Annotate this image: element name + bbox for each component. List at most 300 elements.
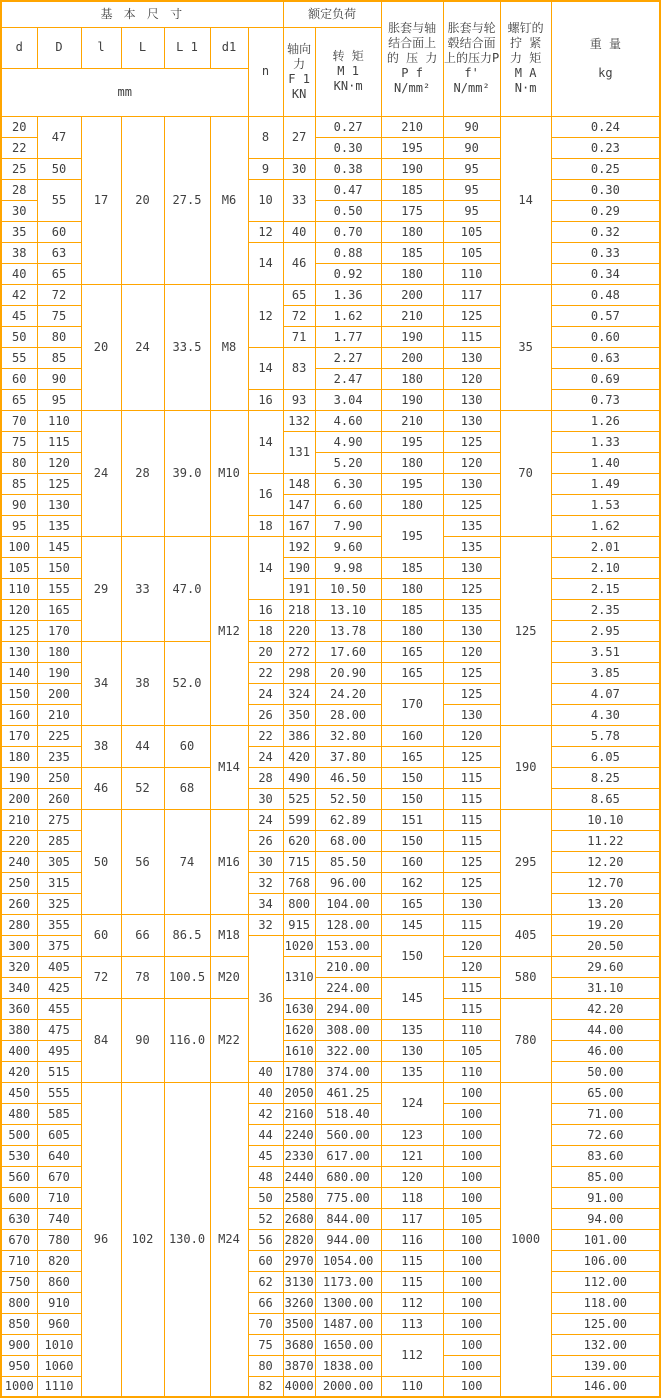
cell-d: 55 bbox=[1, 347, 37, 368]
cell-d1: M22 bbox=[210, 998, 248, 1082]
cell-d: 90 bbox=[1, 494, 37, 515]
cell-Pfp: 100 bbox=[443, 1145, 500, 1166]
cell-d: 750 bbox=[1, 1271, 37, 1292]
cell-L1: 130.0 bbox=[164, 1082, 210, 1397]
cell-F1: 190 bbox=[283, 557, 315, 578]
cell-D: 640 bbox=[37, 1145, 81, 1166]
cell-d: 220 bbox=[1, 830, 37, 851]
cell-MA: 35 bbox=[500, 284, 551, 410]
cell-Pf: 135 bbox=[381, 1061, 443, 1082]
cell-L1: 116.0 bbox=[164, 998, 210, 1082]
cell-d: 28 bbox=[1, 179, 37, 200]
cell-M1: 518.40 bbox=[315, 1103, 381, 1124]
cell-d: 210 bbox=[1, 809, 37, 830]
header-col-n: n bbox=[248, 27, 283, 116]
cell-n: 45 bbox=[248, 1145, 283, 1166]
cell-Pfp: 125 bbox=[443, 305, 500, 326]
cell-W: 83.60 bbox=[551, 1145, 660, 1166]
cell-d: 900 bbox=[1, 1334, 37, 1355]
cell-D: 1110 bbox=[37, 1376, 81, 1397]
cell-Pfp: 105 bbox=[443, 1040, 500, 1061]
cell-Pfp: 110 bbox=[443, 1061, 500, 1082]
cell-W: 0.63 bbox=[551, 347, 660, 368]
cell-W: 3.51 bbox=[551, 641, 660, 662]
table-row bbox=[1, 998, 660, 1019]
cell-M1: 0.88 bbox=[315, 242, 381, 263]
cell-D: 225 bbox=[37, 725, 81, 746]
cell-W: 91.00 bbox=[551, 1187, 660, 1208]
header-hub-pressure: 胀套与轮 毂结合面 上的压力P f' N/mm² bbox=[443, 1, 500, 116]
cell-F1: 131 bbox=[283, 431, 315, 473]
cell-L: 44 bbox=[121, 725, 164, 767]
cell-M1: 7.90 bbox=[315, 515, 381, 536]
cell-M1: 5.20 bbox=[315, 452, 381, 473]
cell-n: 26 bbox=[248, 704, 283, 725]
cell-d: 110 bbox=[1, 578, 37, 599]
cell-W: 71.00 bbox=[551, 1103, 660, 1124]
cell-M1: 944.00 bbox=[315, 1229, 381, 1250]
cell-F1: 3260 bbox=[283, 1292, 315, 1313]
cell-F1: 490 bbox=[283, 767, 315, 788]
cell-n: 12 bbox=[248, 284, 283, 347]
cell-n: 52 bbox=[248, 1208, 283, 1229]
cell-F1: 3680 bbox=[283, 1334, 315, 1355]
table-header bbox=[1, 1, 660, 116]
cell-n: 16 bbox=[248, 473, 283, 515]
cell-d: 125 bbox=[1, 620, 37, 641]
cell-Pf: 185 bbox=[381, 557, 443, 578]
cell-F1: 93 bbox=[283, 389, 315, 410]
cell-d: 40 bbox=[1, 263, 37, 284]
cell-F1: 768 bbox=[283, 872, 315, 893]
cell-l: 96 bbox=[81, 1082, 121, 1397]
cell-D: 170 bbox=[37, 620, 81, 641]
cell-M1: 6.30 bbox=[315, 473, 381, 494]
cell-d: 360 bbox=[1, 998, 37, 1019]
cell-F1: 2160 bbox=[283, 1103, 315, 1124]
cell-MA: 70 bbox=[500, 410, 551, 536]
cell-Pf: 190 bbox=[381, 158, 443, 179]
cell-L1: 39.0 bbox=[164, 410, 210, 536]
table-body bbox=[1, 116, 660, 1397]
cell-Pfp: 120 bbox=[443, 368, 500, 389]
cell-Pfp: 95 bbox=[443, 200, 500, 221]
cell-W: 146.00 bbox=[551, 1376, 660, 1397]
cell-F1: 298 bbox=[283, 662, 315, 683]
cell-MA: 780 bbox=[500, 998, 551, 1082]
cell-D: 75 bbox=[37, 305, 81, 326]
cell-n: 14 bbox=[248, 410, 283, 473]
cell-d: 710 bbox=[1, 1250, 37, 1271]
cell-M1: 1.62 bbox=[315, 305, 381, 326]
cell-M1: 13.78 bbox=[315, 620, 381, 641]
cell-W: 0.29 bbox=[551, 200, 660, 221]
cell-Pfp: 115 bbox=[443, 977, 500, 998]
cell-M1: 13.10 bbox=[315, 599, 381, 620]
cell-M1: 0.92 bbox=[315, 263, 381, 284]
cell-W: 50.00 bbox=[551, 1061, 660, 1082]
cell-d: 30 bbox=[1, 200, 37, 221]
cell-Pfp: 115 bbox=[443, 326, 500, 347]
cell-D: 515 bbox=[37, 1061, 81, 1082]
cell-Pf: 160 bbox=[381, 851, 443, 872]
cell-Pfp: 125 bbox=[443, 494, 500, 515]
cell-Pfp: 100 bbox=[443, 1124, 500, 1145]
cell-F1: 30 bbox=[283, 158, 315, 179]
cell-D: 135 bbox=[37, 515, 81, 536]
cell-Pf: 180 bbox=[381, 494, 443, 515]
cell-L1: 27.5 bbox=[164, 116, 210, 284]
cell-Pf: 130 bbox=[381, 1040, 443, 1061]
header-col-d1: d1 bbox=[210, 27, 248, 68]
cell-M1: 374.00 bbox=[315, 1061, 381, 1082]
cell-n: 70 bbox=[248, 1313, 283, 1334]
cell-d: 130 bbox=[1, 641, 37, 662]
cell-Pfp: 120 bbox=[443, 725, 500, 746]
cell-Pfp: 105 bbox=[443, 1208, 500, 1229]
cell-Pf: 195 bbox=[381, 515, 443, 557]
cell-n: 24 bbox=[248, 809, 283, 830]
cell-W: 46.00 bbox=[551, 1040, 660, 1061]
cell-F1: 40 bbox=[283, 221, 315, 242]
cell-d: 630 bbox=[1, 1208, 37, 1229]
cell-Pfp: 130 bbox=[443, 410, 500, 431]
cell-L: 90 bbox=[121, 998, 164, 1082]
cell-F1: 71 bbox=[283, 326, 315, 347]
cell-Pf: 210 bbox=[381, 410, 443, 431]
cell-Pfp: 115 bbox=[443, 830, 500, 851]
cell-M1: 9.98 bbox=[315, 557, 381, 578]
cell-D: 555 bbox=[37, 1082, 81, 1103]
cell-F1: 65 bbox=[283, 284, 315, 305]
cell-D: 85 bbox=[37, 347, 81, 368]
cell-d: 560 bbox=[1, 1166, 37, 1187]
table-row bbox=[1, 725, 660, 746]
cell-D: 155 bbox=[37, 578, 81, 599]
cell-M1: 37.80 bbox=[315, 746, 381, 767]
cell-D: 150 bbox=[37, 557, 81, 578]
cell-n: 82 bbox=[248, 1376, 283, 1397]
cell-n: 26 bbox=[248, 830, 283, 851]
cell-Pfp: 135 bbox=[443, 536, 500, 557]
cell-Pf: 185 bbox=[381, 242, 443, 263]
cell-Pf: 200 bbox=[381, 347, 443, 368]
cell-M1: 52.50 bbox=[315, 788, 381, 809]
cell-d: 240 bbox=[1, 851, 37, 872]
cell-Pfp: 100 bbox=[443, 1082, 500, 1103]
cell-F1: 915 bbox=[283, 914, 315, 935]
cell-D: 50 bbox=[37, 158, 81, 179]
cell-L1: 60 bbox=[164, 725, 210, 767]
cell-Pf: 180 bbox=[381, 221, 443, 242]
cell-W: 1.26 bbox=[551, 410, 660, 431]
cell-d: 190 bbox=[1, 767, 37, 788]
cell-d: 340 bbox=[1, 977, 37, 998]
cell-M1: 1.36 bbox=[315, 284, 381, 305]
cell-W: 2.15 bbox=[551, 578, 660, 599]
cell-d: 70 bbox=[1, 410, 37, 431]
cell-Pf: 180 bbox=[381, 620, 443, 641]
cell-F1: 272 bbox=[283, 641, 315, 662]
cell-M1: 128.00 bbox=[315, 914, 381, 935]
cell-L: 56 bbox=[121, 809, 164, 914]
cell-M1: 1487.00 bbox=[315, 1313, 381, 1334]
cell-Pf: 165 bbox=[381, 641, 443, 662]
cell-L1: 86.5 bbox=[164, 914, 210, 956]
cell-M1: 560.00 bbox=[315, 1124, 381, 1145]
header-col-d: d bbox=[1, 27, 37, 68]
cell-D: 200 bbox=[37, 683, 81, 704]
cell-M1: 96.00 bbox=[315, 872, 381, 893]
cell-d: 160 bbox=[1, 704, 37, 725]
cell-F1: 167 bbox=[283, 515, 315, 536]
cell-M1: 294.00 bbox=[315, 998, 381, 1019]
cell-Pfp: 120 bbox=[443, 935, 500, 956]
cell-W: 12.20 bbox=[551, 851, 660, 872]
cell-Pfp: 100 bbox=[443, 1250, 500, 1271]
cell-Pf: 116 bbox=[381, 1229, 443, 1250]
cell-W: 0.25 bbox=[551, 158, 660, 179]
cell-W: 0.33 bbox=[551, 242, 660, 263]
cell-F1: 715 bbox=[283, 851, 315, 872]
cell-n: 16 bbox=[248, 389, 283, 410]
cell-d1: M12 bbox=[210, 536, 248, 725]
cell-L: 38 bbox=[121, 641, 164, 725]
cell-F1: 2440 bbox=[283, 1166, 315, 1187]
cell-d: 950 bbox=[1, 1355, 37, 1376]
header-shaft-pressure: 胀套与轴 结合面上 的 压 力 P f N/mm² bbox=[381, 1, 443, 116]
cell-Pfp: 100 bbox=[443, 1292, 500, 1313]
cell-M1: 1650.00 bbox=[315, 1334, 381, 1355]
cell-n: 9 bbox=[248, 158, 283, 179]
cell-l: 60 bbox=[81, 914, 121, 956]
cell-D: 605 bbox=[37, 1124, 81, 1145]
cell-Pfp: 100 bbox=[443, 1355, 500, 1376]
cell-M1: 24.20 bbox=[315, 683, 381, 704]
cell-D: 190 bbox=[37, 662, 81, 683]
header-col-L: L bbox=[121, 27, 164, 68]
cell-d: 20 bbox=[1, 116, 37, 137]
cell-Pf: 145 bbox=[381, 914, 443, 935]
cell-W: 10.10 bbox=[551, 809, 660, 830]
cell-D: 65 bbox=[37, 263, 81, 284]
cell-d1: M20 bbox=[210, 956, 248, 998]
cell-M1: 153.00 bbox=[315, 935, 381, 956]
cell-M1: 85.50 bbox=[315, 851, 381, 872]
cell-Pf: 150 bbox=[381, 788, 443, 809]
cell-n: 62 bbox=[248, 1271, 283, 1292]
cell-D: 180 bbox=[37, 641, 81, 662]
cell-W: 44.00 bbox=[551, 1019, 660, 1040]
cell-D: 375 bbox=[37, 935, 81, 956]
cell-Pf: 195 bbox=[381, 473, 443, 494]
cell-Pfp: 130 bbox=[443, 704, 500, 725]
cell-n: 40 bbox=[248, 1061, 283, 1082]
cell-Pfp: 125 bbox=[443, 431, 500, 452]
cell-W: 0.23 bbox=[551, 137, 660, 158]
cell-Pfp: 115 bbox=[443, 788, 500, 809]
cell-Pfp: 100 bbox=[443, 1334, 500, 1355]
cell-F1: 1310 bbox=[283, 956, 315, 998]
cell-Pf: 110 bbox=[381, 1376, 443, 1397]
table-row bbox=[1, 536, 660, 557]
cell-Pf: 117 bbox=[381, 1208, 443, 1229]
cell-Pfp: 90 bbox=[443, 116, 500, 137]
cell-MA: 125 bbox=[500, 536, 551, 725]
cell-L1: 52.0 bbox=[164, 641, 210, 725]
cell-Pf: 145 bbox=[381, 977, 443, 1019]
cell-M1: 104.00 bbox=[315, 893, 381, 914]
cell-n: 36 bbox=[248, 935, 283, 1061]
cell-F1: 800 bbox=[283, 893, 315, 914]
cell-n: 34 bbox=[248, 893, 283, 914]
cell-d1: M16 bbox=[210, 809, 248, 914]
cell-F1: 191 bbox=[283, 578, 315, 599]
cell-F1: 72 bbox=[283, 305, 315, 326]
cell-d: 50 bbox=[1, 326, 37, 347]
cell-M1: 461.25 bbox=[315, 1082, 381, 1103]
cell-n: 14 bbox=[248, 242, 283, 284]
header-screw-torque: 螺钉的 拧 紧 力 矩 M A N·m bbox=[500, 1, 551, 116]
cell-n: 30 bbox=[248, 851, 283, 872]
cell-Pf: 180 bbox=[381, 578, 443, 599]
cell-l: 34 bbox=[81, 641, 121, 725]
cell-W: 2.35 bbox=[551, 599, 660, 620]
cell-d: 600 bbox=[1, 1187, 37, 1208]
cell-F1: 386 bbox=[283, 725, 315, 746]
cell-F1: 620 bbox=[283, 830, 315, 851]
cell-Pf: 112 bbox=[381, 1334, 443, 1376]
cell-Pf: 112 bbox=[381, 1292, 443, 1313]
cell-D: 110 bbox=[37, 410, 81, 431]
cell-Pf: 150 bbox=[381, 935, 443, 977]
cell-d: 500 bbox=[1, 1124, 37, 1145]
cell-W: 0.32 bbox=[551, 221, 660, 242]
cell-F1: 525 bbox=[283, 788, 315, 809]
cell-n: 30 bbox=[248, 788, 283, 809]
cell-Pfp: 100 bbox=[443, 1166, 500, 1187]
cell-d: 60 bbox=[1, 368, 37, 389]
cell-D: 740 bbox=[37, 1208, 81, 1229]
header-weight: 重 量 kg bbox=[551, 1, 660, 116]
cell-Pf: 210 bbox=[381, 116, 443, 137]
cell-d1: M10 bbox=[210, 410, 248, 536]
cell-W: 0.48 bbox=[551, 284, 660, 305]
cell-Pfp: 135 bbox=[443, 515, 500, 536]
cell-Pf: 185 bbox=[381, 179, 443, 200]
cell-F1: 2330 bbox=[283, 1145, 315, 1166]
cell-d: 38 bbox=[1, 242, 37, 263]
cell-d: 380 bbox=[1, 1019, 37, 1040]
cell-D: 455 bbox=[37, 998, 81, 1019]
cell-Pfp: 125 bbox=[443, 578, 500, 599]
cell-D: 60 bbox=[37, 221, 81, 242]
cell-d: 42 bbox=[1, 284, 37, 305]
cell-Pfp: 100 bbox=[443, 1271, 500, 1292]
cell-M1: 28.00 bbox=[315, 704, 381, 725]
cell-M1: 0.38 bbox=[315, 158, 381, 179]
cell-D: 1060 bbox=[37, 1355, 81, 1376]
cell-MA: 580 bbox=[500, 956, 551, 998]
cell-F1: 218 bbox=[283, 599, 315, 620]
cell-d: 530 bbox=[1, 1145, 37, 1166]
cell-W: 0.30 bbox=[551, 179, 660, 200]
cell-M1: 775.00 bbox=[315, 1187, 381, 1208]
cell-Pfp: 130 bbox=[443, 893, 500, 914]
cell-d: 150 bbox=[1, 683, 37, 704]
cell-Pfp: 115 bbox=[443, 809, 500, 830]
cell-W: 0.69 bbox=[551, 368, 660, 389]
cell-d: 45 bbox=[1, 305, 37, 326]
cell-Pf: 195 bbox=[381, 137, 443, 158]
cell-L1: 68 bbox=[164, 767, 210, 809]
cell-M1: 3.04 bbox=[315, 389, 381, 410]
cell-M1: 0.50 bbox=[315, 200, 381, 221]
cell-M1: 4.60 bbox=[315, 410, 381, 431]
cell-M1: 6.60 bbox=[315, 494, 381, 515]
cell-W: 106.00 bbox=[551, 1250, 660, 1271]
cell-F1: 599 bbox=[283, 809, 315, 830]
cell-Pfp: 100 bbox=[443, 1187, 500, 1208]
cell-n: 50 bbox=[248, 1187, 283, 1208]
cell-n: 18 bbox=[248, 515, 283, 536]
cell-Pf: 115 bbox=[381, 1250, 443, 1271]
cell-D: 90 bbox=[37, 368, 81, 389]
cell-Pfp: 130 bbox=[443, 620, 500, 641]
cell-n: 40 bbox=[248, 1082, 283, 1103]
cell-Pf: 113 bbox=[381, 1313, 443, 1334]
cell-Pfp: 115 bbox=[443, 914, 500, 935]
cell-F1: 2820 bbox=[283, 1229, 315, 1250]
cell-n: 20 bbox=[248, 641, 283, 662]
cell-Pf: 150 bbox=[381, 767, 443, 788]
cell-D: 115 bbox=[37, 431, 81, 452]
cell-M1: 1054.00 bbox=[315, 1250, 381, 1271]
cell-d: 450 bbox=[1, 1082, 37, 1103]
cell-W: 0.57 bbox=[551, 305, 660, 326]
cell-W: 72.60 bbox=[551, 1124, 660, 1145]
cell-W: 1.49 bbox=[551, 473, 660, 494]
cell-D: 165 bbox=[37, 599, 81, 620]
cell-l: 29 bbox=[81, 536, 121, 641]
cell-F1: 3130 bbox=[283, 1271, 315, 1292]
cell-F1: 350 bbox=[283, 704, 315, 725]
cell-D: 425 bbox=[37, 977, 81, 998]
cell-M1: 680.00 bbox=[315, 1166, 381, 1187]
header-unit-mm: mm bbox=[1, 68, 248, 116]
cell-l: 38 bbox=[81, 725, 121, 767]
header-col-D: D bbox=[37, 27, 81, 68]
cell-L1: 74 bbox=[164, 809, 210, 914]
cell-F1: 2240 bbox=[283, 1124, 315, 1145]
cell-d: 420 bbox=[1, 1061, 37, 1082]
cell-F1: 148 bbox=[283, 473, 315, 494]
cell-D: 95 bbox=[37, 389, 81, 410]
cell-F1: 192 bbox=[283, 536, 315, 557]
cell-n: 75 bbox=[248, 1334, 283, 1355]
cell-D: 325 bbox=[37, 893, 81, 914]
cell-Pfp: 130 bbox=[443, 347, 500, 368]
cell-D: 910 bbox=[37, 1292, 81, 1313]
cell-W: 2.10 bbox=[551, 557, 660, 578]
cell-D: 960 bbox=[37, 1313, 81, 1334]
cell-Pfp: 105 bbox=[443, 221, 500, 242]
cell-D: 63 bbox=[37, 242, 81, 263]
cell-Pfp: 110 bbox=[443, 263, 500, 284]
cell-l: 84 bbox=[81, 998, 121, 1082]
cell-Pfp: 125 bbox=[443, 662, 500, 683]
cell-d: 300 bbox=[1, 935, 37, 956]
